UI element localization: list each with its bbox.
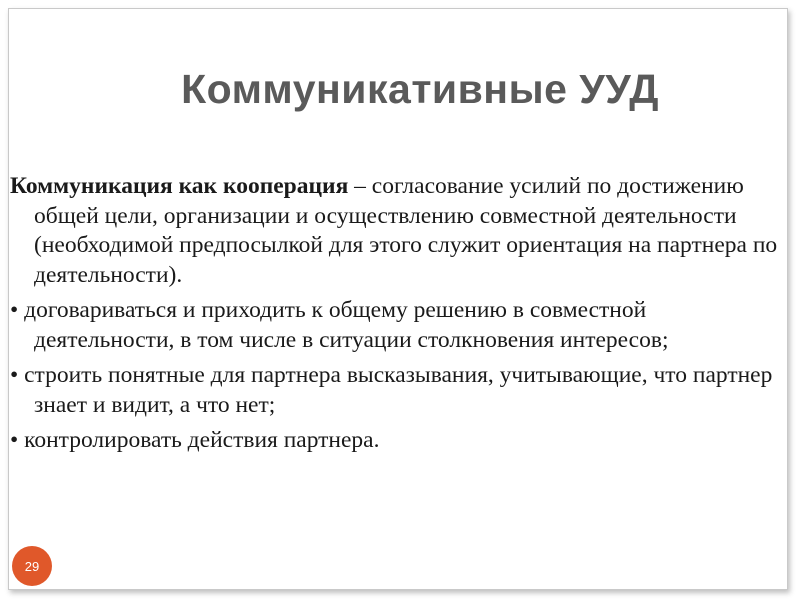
definition-paragraph [10,172,790,290]
bullet-icon: • [10,362,19,388]
slide-title: Коммуникативные УУД [181,66,659,112]
list-item [10,296,790,355]
bullet-text: строить понятные для партнера высказывания, учитывающие, что партнер знает и видит, а что нет; [24,362,773,418]
definition-term: Коммуникация как кооперация [10,173,349,199]
bullet-text: договариваться и приходить к общему решению в совместной деятельности, в том числе в ситуации столкновения интересов; [24,297,669,353]
page-number-badge [12,546,52,586]
bullet-text: контролировать действия партнера. [24,427,380,453]
slide-body [10,172,790,462]
list-item [10,361,790,420]
definition-text: – согласование усилий по достижению общей цели, организации и осуществлению совместной деятельности (необходимой предпосылкой для этого служит ориентация на партнера по деятельности). [34,173,778,288]
bullet-icon: • [10,297,19,323]
page-number: 29 [24,558,40,574]
list-item [10,426,790,456]
bullet-icon: • [10,427,19,453]
